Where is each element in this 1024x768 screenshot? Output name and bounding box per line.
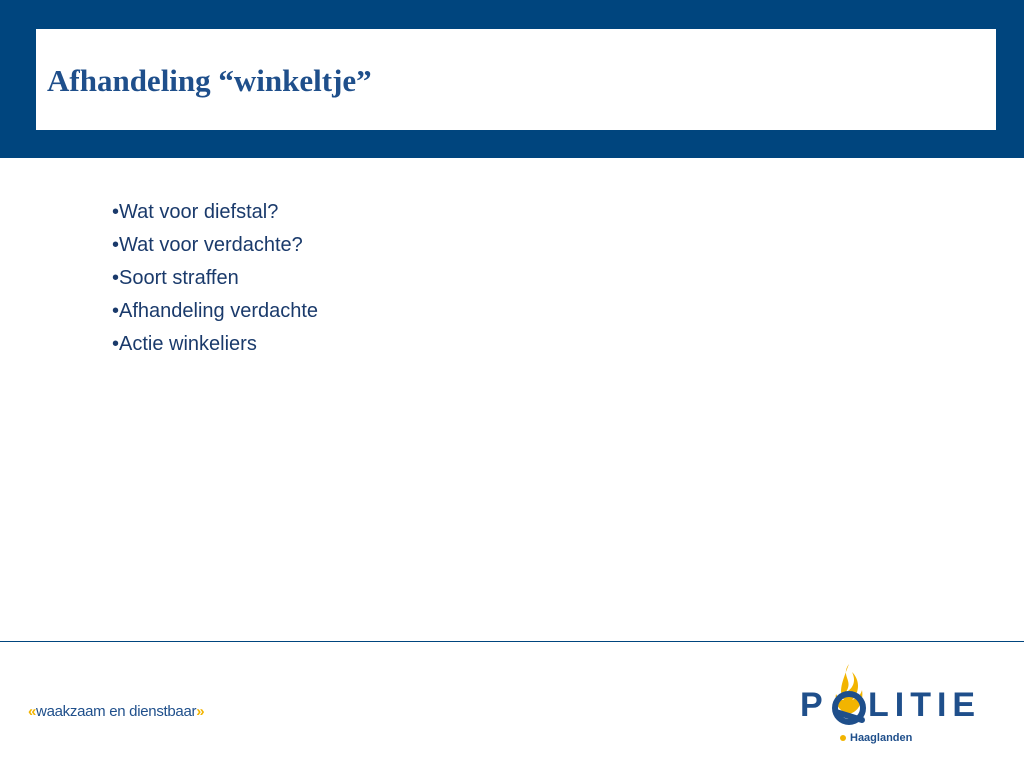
region-label: Haaglanden xyxy=(850,732,913,744)
politie-logo xyxy=(796,660,986,750)
bullet-item: •Afhandeling verdachte xyxy=(112,300,319,322)
bullet-item: •Soort straffen xyxy=(112,267,239,289)
logo-region xyxy=(840,732,912,744)
title-box xyxy=(36,29,996,130)
slogan-close-quote: » xyxy=(196,703,205,720)
slogan-text: waakzaam en dienstbaar xyxy=(36,703,197,720)
bullet-list xyxy=(112,196,318,361)
header-band xyxy=(0,0,1024,158)
logo-text-right: LITIE xyxy=(868,686,982,724)
bullet-item: •Wat voor diefstal? xyxy=(112,201,279,223)
slide-title: Afhandeling “winkeltje” xyxy=(47,63,372,98)
slogan-open-quote: « xyxy=(28,703,37,720)
bullet-item: •Wat voor verdachte? xyxy=(112,234,303,256)
dot-icon xyxy=(840,735,846,741)
footer-slogan xyxy=(28,703,204,720)
bullet-item: •Actie winkeliers xyxy=(112,333,257,355)
logo-text-left: P xyxy=(800,686,829,724)
flame-o-icon xyxy=(830,662,868,730)
footer-divider xyxy=(0,641,1024,642)
